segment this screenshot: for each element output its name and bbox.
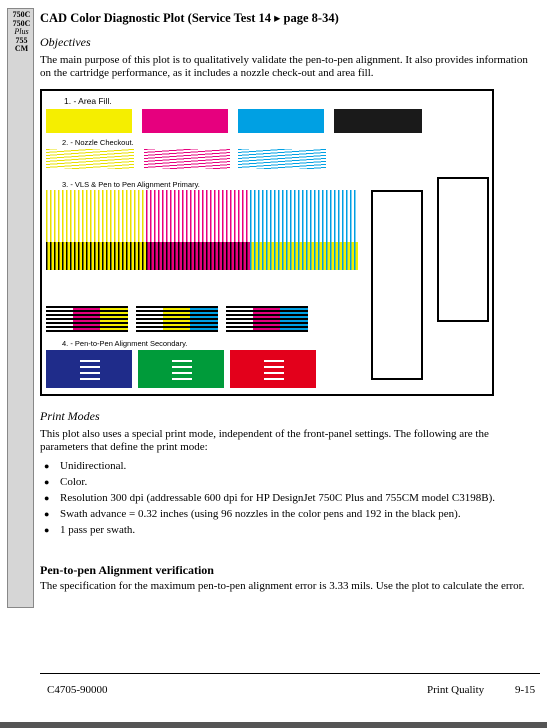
list-item: ● Swath advance = 0.32 inches (using 96 nozzles in the color pens and 192 in the black pen). [40,508,530,521]
model-label: 750C [12,10,31,19]
alignment-heading: Pen-to-pen Alignment verification [40,563,214,577]
model-label: Plus [14,27,29,36]
list-item: ● Color. [40,476,530,489]
vls-row-1-cyan [250,190,358,242]
page-reference-arrow-icon: ▸ [274,11,281,25]
pen-alignment-secondary-label: 4. - Pen-to-Pen Alignment Secondary. [62,339,188,348]
product-sidebar [7,8,34,608]
nozzle-yellow [46,149,134,169]
vls-row-2-black-magenta [146,242,250,270]
area-fill-black [334,109,422,133]
model-label: 750C [12,18,31,28]
title-text: CAD Color Diagnostic Plot (Service Test 14 [40,11,271,25]
area-fill-magenta [142,109,228,133]
vls-alignment-label: 3. - VLS & Pen to Pen Alignment Primary. [62,180,200,189]
print-mode-list [40,460,530,540]
diagnostic-plot [40,89,494,396]
secondary-blue-block [46,350,132,388]
nozzle-checkout-label: 2. - Nozzle Checkout. [62,138,134,147]
vls-row-1-yellow [46,190,146,242]
alignment-bars-2 [136,306,218,332]
nozzle-magenta [144,149,230,169]
document-number: C4705-90000 [47,684,108,696]
title-page-reference: page 8-34) [283,11,339,25]
print-modes-heading: Print Modes [40,409,100,423]
secondary-green-block [138,350,224,388]
print-modes-intro: This plot also uses a special print mode, independent of the front-panel settings. The following are the parameters that define the print mode: [40,428,489,453]
vls-row-2-black-yellow [46,242,146,270]
model-label: 755 [15,35,28,45]
vls-row-2-yellow-cyan [250,242,358,270]
right-outline-box-lower [371,190,423,380]
product-models [8,11,35,54]
footer-divider [40,673,540,674]
page-number: 9-15 [515,684,536,696]
area-fill-label: 1. - Area Fill. [64,96,112,106]
list-item: ● Resolution 300 dpi (addressable 600 dpi for HP DesignJet 750C Plus and 755CM model C3198B). [40,492,530,505]
area-fill-yellow [46,109,132,133]
area-fill-cyan [238,109,324,133]
alignment-bars-1 [46,306,128,332]
list-item: ● 1 pass per swath. [40,524,530,537]
page-title [40,10,339,26]
right-outline-box-upper [437,177,489,322]
section-name: Print Quality [427,684,485,696]
objectives-heading: Objectives [40,35,91,49]
vls-row-1-magenta [146,190,250,242]
secondary-red-block [230,350,316,388]
alignment-text: The specification for the maximum pen-to-pen alignment error is 3.33 mils. Use the plot to calculate the error. [40,580,525,592]
objectives-text: The main purpose of this plot is to qualitatively validate the pen-to-pen alignment. It also provides information on the cartridge performance, as it includes a nozzle check-out and area fill. [40,54,528,79]
alignment-bars-3 [226,306,308,332]
model-label: CM [14,44,29,53]
nozzle-cyan [238,149,326,169]
bottom-edge-bar [0,722,547,728]
list-item: ● Unidirectional. [40,460,530,473]
